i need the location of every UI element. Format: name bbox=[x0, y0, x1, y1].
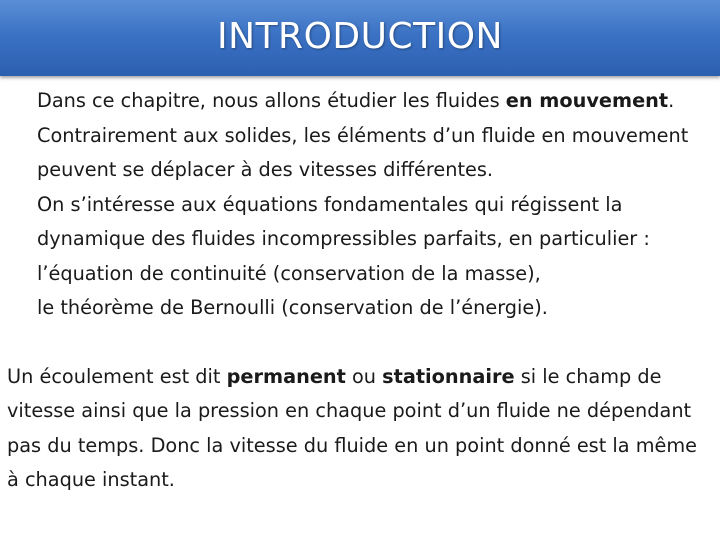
definition-bold-permanent: permanent bbox=[226, 364, 346, 388]
paragraph-intro bbox=[7, 84, 713, 188]
paragraph-intro-text-before: Dans ce chapitre, nous allons étudier les fluides bbox=[37, 89, 506, 112]
definition-part1: Un écoulement est dit bbox=[7, 364, 227, 388]
title-bar bbox=[0, 0, 720, 76]
slide-body bbox=[7, 84, 713, 498]
definition-part3: si le champ de vitesse ainsi que la pression en chaque point d’un fluide ne dépendant pas du temps. Donc la vitesse du fluide en un point donné est la même à chaque instant. bbox=[7, 364, 698, 491]
paragraph-definition bbox=[7, 360, 713, 498]
list-item-continuity: l’équation de continuité (conservation de la masse), bbox=[37, 261, 541, 285]
paragraph-intro-text-after: . Contrairement aux solides, les éléments d’un fluide en mouvement peuvent se déplacer à des vitesses différentes. bbox=[37, 89, 689, 181]
spacer bbox=[7, 326, 713, 360]
paragraph-intro-bold: en mouvement bbox=[505, 89, 669, 112]
list-item-bernoulli: le théorème de Bernoulli (conservation de l’énergie). bbox=[37, 296, 548, 319]
definition-bold-stationnaire: stationnaire bbox=[382, 364, 515, 388]
slide-title: INTRODUCTION bbox=[217, 16, 503, 57]
definition-part2: ou bbox=[345, 364, 383, 388]
paragraph-equations: On s’intéresse aux équations fondamentales qui régissent la dynamique des fluides incompressibles parfaits, en particulier : bbox=[37, 192, 650, 250]
